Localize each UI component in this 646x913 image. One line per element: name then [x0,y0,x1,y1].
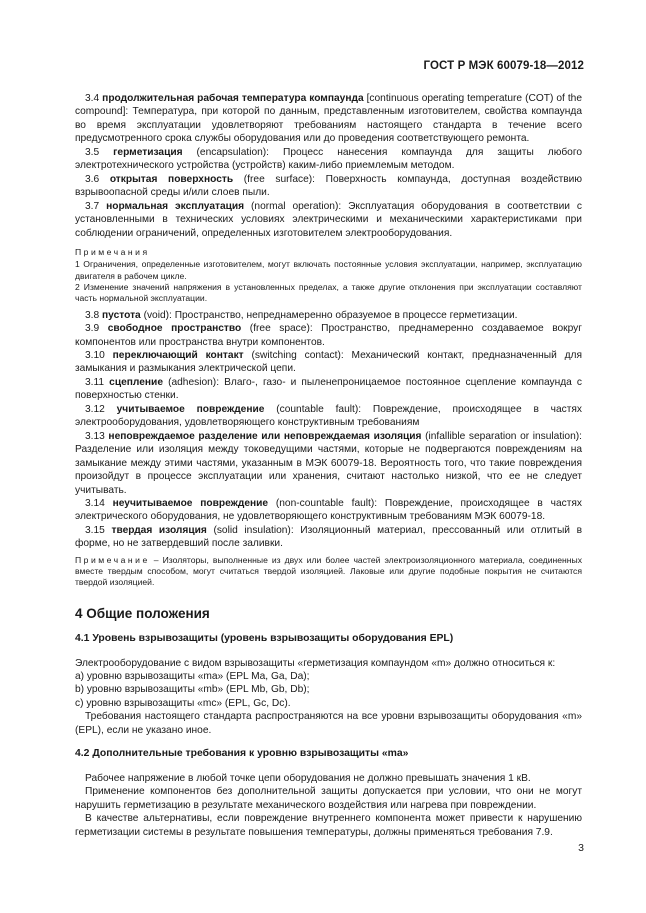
definition-3-10: 3.10 переключающий контакт (switching contact): Механический контакт, предназначенный для замыкания и размыкания электрической цепи. [75,349,583,375]
section-4-title: 4 Общие положения [75,605,210,621]
term: сцепление [109,376,163,388]
definition-3-9: 3.9 свободное пространство (free space): Пространство, преднамеренно создаваемое вокруг компонентов или пространства внутри компонентов. [75,323,582,348]
definition-3-13: 3.13 неповреждаемое разделение или неповреждаемая изоляция (infallible separation or insulation): Разделение или изоляция между токоведущими частями, которые не подвергаются повреждениям на замыкание между этими частями, указанным в МЭК 60079-18. Вероятность того, что такие повреждения произойдут в процессе эксплуатации или хранения, считают настолько низкой, что ее не следует учитывать. [75,430,582,496]
document-header: ГОСТ Р МЭК 60079-18—2012 [423,60,584,72]
definition-3-11: 3.11 сцепление (adhesion): Влаго-, газо- и пыленепроницаемое постоянное сцепление компаунда с поверхностью стенки. [75,376,582,402]
term: герметизация [113,146,183,158]
list-item-a: а) уровню взрывозащиты «ma» (EPL Ma, Ga, Da); [75,671,310,683]
definition-3-7: 3.7 нормальная эксплуатация (normal operation): Эксплуатация оборудования в соответствии с установленными в технических условиях электрическими и механическими характеристиками при соблюдении ограничений, определенных изготовителем электрооборудования. [75,200,582,239]
section-4-2-p2: Применение компонентов без дополнительной защиты допускается при условии, что они не могут нарушить герметизацию в результате механического воздействия или нагрева при повреждении. [75,786,582,811]
term: пустота [102,309,141,321]
list-item-c: с) уровню взрывозащиты «mc» (EPL, Gc, Dc). [75,697,291,709]
definition-3-4: 3.4 продолжительная рабочая температура компаунда [continuous operating temperature (COT) of the compound]: Температура, при которой по данным, представленным изготовителем, свойства компаунда во время эксплуатации удовлетворяют требованиям настоящего стандарта в течение всего предусмотренного срока службы оборудования или до проведения соответствующего ремонта. [75,93,582,145]
definition-3-8: 3.8 пустота (void): Пространство, непреднамеренно образуемое в процессе герметизации. [85,309,518,321]
definition-3-14: 3.14 неучитываемое повреждение (non-countable fault): Повреждение, происходящее в частях электрического оборудования, не удовлетворяющего конструктивным требованиям МЭК 60079-18. [75,497,582,523]
term: продолжительная рабочая температура компаунда [102,93,364,104]
definition-3-12: 3.12 учитываемое повреждение (countable fault): Повреждение, происходящее в частях электрооборудования, удовлетворяющего конструктивным требованиям [75,403,582,429]
notes-title: Примечания [75,246,150,257]
term: неучитываемое повреждение [112,497,269,509]
list-item-b: b) уровню взрывозащиты «mb» (EPL Mb, Gb, Db); [75,684,310,696]
page-number: 3 [578,842,584,854]
section-4-2-p3: В качестве альтернативы, если повреждение внутреннего компонента может привести к нарушению герметизации системы в результате повышения температуры, должны применяться требования 7.9. [75,813,582,838]
section-4-1-title: 4.1 Уровень взрывозащиты (уровень взрывозащиты оборудования EPL) [75,633,454,645]
definition-3-6: 3.6 открытая поверхность (free surface): Поверхность компаунда, доступная воздействию взрывоопасной среды и/или слоев пыли. [75,173,582,199]
term: открытая поверхность [109,173,234,185]
section-4-1-intro: Электрооборудование с видом взрывозащиты «герметизация компаундом «m» должно относиться к: [75,657,556,669]
note-1: 1 Ограничения, определенные изготовителем, могут включать постоянные условия эксплуатации, например, эксплуатацию двигателя в рабочем цикле. [75,259,582,281]
term: свободное пространство [107,323,242,335]
note-solid-insulation: Примечание – Изоляторы, выполненные из двух или более частей электроизоляционного материала, соединенных вместе твердым способом, могут считаться твердой изоляцией. Лаковые или другие подобные покрытия не считаются твердой изоляцией. [75,554,582,588]
definition-3-5: 3.5 герметизация (encapsulation): Процесс нанесения компаунда для защиты любого электротехнического устройства (устройств) каким-либо приемлемым методом. [75,146,582,172]
term: твердая изоляция [111,524,207,536]
term: нормальная эксплуатация [106,200,245,212]
page-content [75,92,582,839]
note-2: 2 Изменение значений напряжения в установленных пределах, а также другие отклонения при эксплуатации составляют часть нормальной эксплуатации. [75,282,582,304]
section-4-2-p1: Рабочее напряжение в любой точке цепи оборудования не должно превышать значения 1 кВ. [85,772,531,784]
definition-3-15: 3.15 твердая изоляция (solid insulation): Изоляционный материал, прессованный или отлитый в форме, но не затвердевший после заливки. [75,524,582,550]
term: переключающий контакт [112,349,244,361]
section-4-2-title: 4.2 Дополнительные требования к уровню взрывозащиты «ma» [75,748,409,760]
term: учитываемое повреждение [116,403,265,415]
term: неповреждаемое разделение или неповреждаемая изоляция [108,430,422,442]
section-4-1-requirement: Требования настоящего стандарта распространяются на все уровни взрывозащиты оборудования «m» (EPL), если не указано иное. [75,711,582,736]
